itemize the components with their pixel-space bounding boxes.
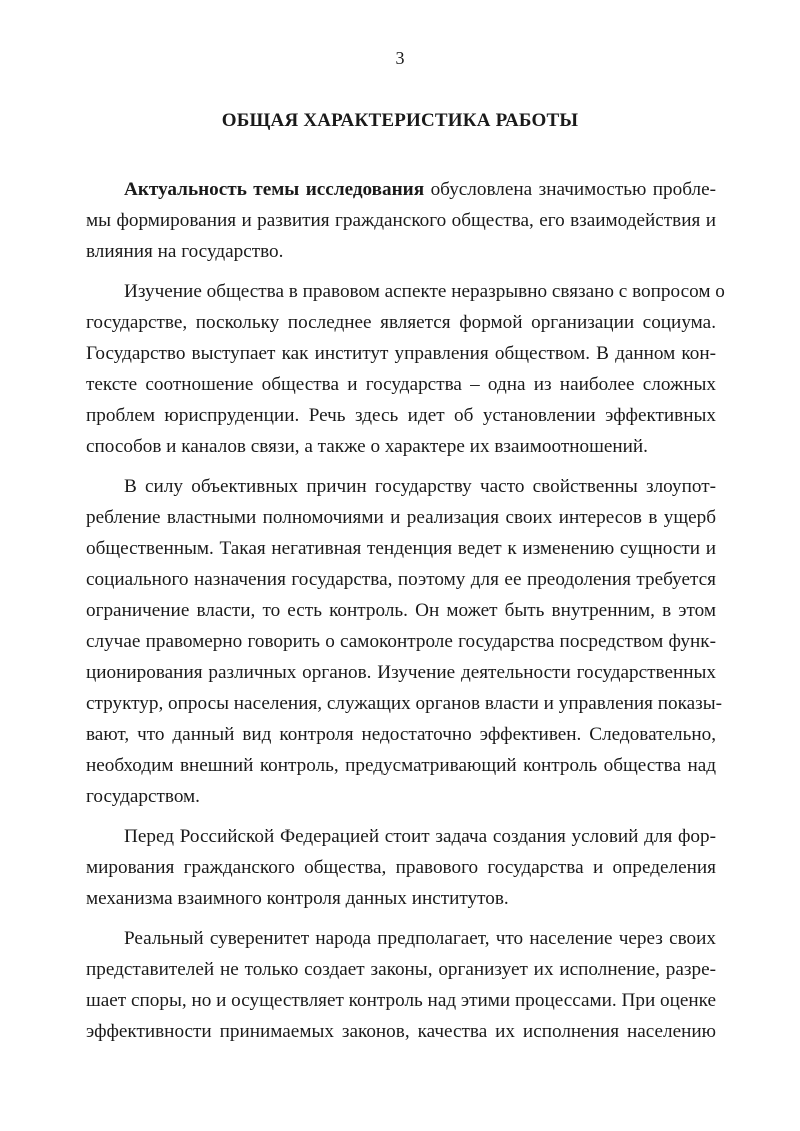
paragraph-line: государством. (86, 786, 200, 807)
paragraph-line: Реальный суверенитет народа предполагает, что население через своих (124, 928, 716, 949)
paragraph-line: способов и каналов связи, а также о характере их взаимоотношений. (86, 436, 648, 457)
paragraph-line: представителей не только создает законы, организует их исполнение, разре- (86, 959, 716, 980)
paragraph-line: Государство выступает как институт управления обществом. В данном кон- (86, 343, 716, 364)
paragraph-line: структур, опросы населения, служащих органов власти и управления показы- (86, 693, 723, 714)
paragraph-line: необходим внешний контроль, предусматривающий контроль общества над (86, 755, 716, 776)
paragraph-line: эффективности принимаемых законов, качества их исполнения населению (86, 1021, 716, 1042)
paragraph-line: ребление властными полномочиями и реализация своих интересов в ущерб (86, 507, 716, 528)
paragraph-line: В силу объективных причин государству часто свойственны злоупот- (124, 476, 716, 497)
paragraph-line: мы формирования и развития гражданского общества, его взаимодействия и (86, 210, 716, 231)
paragraph-4 (86, 821, 716, 914)
paragraph-line: механизма взаимного контроля данных институтов. (86, 888, 509, 909)
paragraph-line: случае правомерно говорить о самоконтроле государства посредством функ- (86, 631, 716, 652)
paragraph-line: ционирования различных органов. Изучение деятельности государственных (86, 662, 716, 683)
paragraph-line: социального назначения государства, поэтому для ее преодоления требуется (86, 569, 716, 590)
paragraph-2 (86, 276, 725, 462)
paragraph-1 (86, 174, 716, 267)
line-text: обусловлена значимостью пробле- (424, 179, 716, 200)
bold-lead-text: Актуальность темы исследования (124, 179, 425, 200)
paragraph-line: влияния на государство. (86, 241, 284, 262)
paragraph-line: ограничение власти, то есть контроль. Он может быть внутренним, в этом (86, 600, 716, 621)
paragraph-line: государстве, поскольку последнее является формой организации социума. (86, 312, 716, 333)
paragraph-line: Перед Российской Федерацией стоит задача создания условий для фор- (124, 826, 716, 847)
paragraph-line: тексте соотношение общества и государства – одна из наиболее сложных (86, 374, 716, 395)
paragraph-line: мирования гражданского общества, правового государства и определения (86, 857, 716, 878)
document-body (86, 174, 725, 1047)
paragraph-line: Изучение общества в правовом аспекте неразрывно связано с вопросом о (124, 281, 725, 302)
paragraph-line: шает споры, но и осуществляет контроль над этими процессами. При оценке (86, 990, 717, 1011)
paragraph-line: проблем юриспруденции. Речь здесь идет об установлении эффективных (86, 405, 716, 426)
paragraph-line: общественным. Такая негативная тенденция ведет к изменению сущности и (86, 538, 716, 559)
page-number: 3 (395, 48, 405, 68)
paragraph-3 (86, 471, 723, 812)
paragraph-5 (86, 923, 716, 1047)
section-title: ОБЩАЯ ХАРАКТЕРИСТИКА РАБОТЫ (221, 110, 579, 131)
paragraph-line (86, 174, 716, 205)
paragraph-line: вают, что данный вид контроля недостаточно эффективен. Следовательно, (86, 724, 716, 745)
